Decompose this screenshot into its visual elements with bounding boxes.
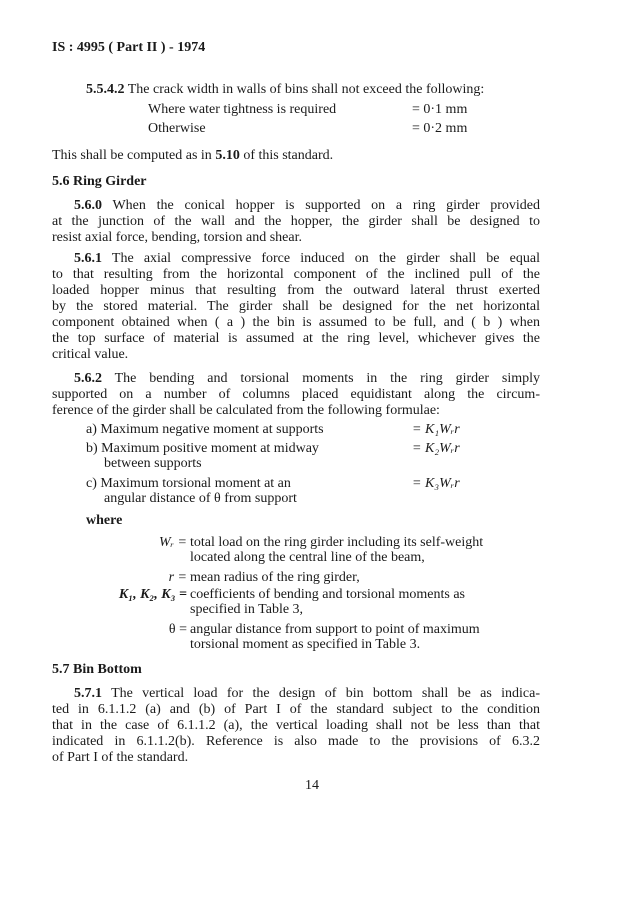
line-text: The bending and torsional moments in the ring girder simply	[114, 371, 540, 386]
paragraph-line: component obtained when ( a ) the bin is assumed to be full, and ( b ) when	[52, 315, 540, 330]
crack-limit-value-1: = 0·1 mm	[412, 102, 468, 117]
formula-b-label: b) Maximum positive moment at midway	[86, 441, 319, 456]
paragraph-line	[52, 686, 540, 702]
formula-a-value: = K₁Wᵣr	[412, 422, 460, 437]
paragraph-line: at the junction of the wall and the hopper, the girder shall be designed to	[52, 214, 540, 229]
clause-5-5-4-2	[86, 82, 484, 98]
definition-symbol-wr: Wᵣ =	[158, 535, 187, 550]
line-text: When the conical hopper is supported on a ring girder provided	[112, 198, 540, 213]
paragraph-line: by the stored material. The girder shall be designed for the net horizontal	[52, 299, 540, 314]
definition-wr-line2: located along the central line of the beam,	[190, 550, 425, 565]
paragraph-line: indicated in 6.1.1.2(b). Reference is also made to the provisions of 6.3.2	[52, 734, 540, 749]
section-heading-ring-girder: 5.6 Ring Girder	[52, 174, 147, 189]
formula-a-label: a) Maximum negative moment at supports	[86, 422, 324, 437]
definition-symbol-r: r =	[168, 570, 187, 585]
definition-theta-line2: torsional moment as specified in Table 3.	[190, 637, 421, 652]
definition-r-line1: mean radius of the ring girder,	[190, 570, 360, 585]
formula-b-value: = K₂Wᵣr	[412, 441, 460, 456]
clause-number: 5.6.2	[74, 371, 102, 386]
paragraph-line: loaded hopper minus that resulting from the outward lateral thrust exerted	[52, 283, 540, 298]
paragraph-line: ference of the girder shall be calculated from the following formulae:	[52, 403, 440, 418]
clause-number: 5.6.1	[74, 251, 102, 266]
crack-limit-value-2: = 0·2 mm	[412, 121, 468, 136]
clause-text: The crack width in walls of bins shall not exceed the following:	[127, 82, 485, 97]
clause-number: 5.5.4.2	[86, 82, 125, 97]
clause-5-6-2	[52, 371, 540, 419]
paragraph-line: resist axial force, bending, torsion and shear.	[52, 230, 302, 245]
page-number: 14	[305, 778, 319, 793]
definition-wr-line1: total load on the ring girder including its self-weight	[190, 535, 484, 550]
paragraph-line: to that resulting from the horizontal component of the inclined pull of the	[52, 267, 540, 282]
line-text: The vertical load for the design of bin bottom shall be as indica-	[111, 686, 540, 701]
clause-5-7-1	[52, 686, 540, 766]
paragraph-line: of Part I of the standard.	[52, 750, 189, 765]
formula-c-value: = K₃Wᵣr	[412, 476, 460, 491]
paragraph-line	[52, 371, 540, 387]
clause-5-6-0	[52, 198, 540, 246]
note-text-post: of this standard.	[239, 148, 334, 163]
definition-symbol-theta: θ =	[168, 622, 187, 637]
definition-symbol-k: K₁, K₂, K₃ =	[118, 587, 187, 602]
paragraph-line	[52, 251, 540, 267]
where-label: where	[86, 513, 123, 528]
definition-k-line1: coefficients of bending and torsional moments as	[190, 587, 466, 602]
note-reference: 5.10	[215, 148, 240, 163]
paragraph-line: that in the case of 6.1.1.2 (a), the vertical loading shall not be less than that	[52, 718, 540, 733]
paragraph-line: supported on a number of columns placed equidistant along the circum-	[52, 387, 540, 402]
formula-c-label: c) Maximum torsional moment at an	[86, 476, 291, 491]
definition-theta-line1: angular distance from support to point of maximum	[190, 622, 480, 637]
crack-limit-label-2: Otherwise	[148, 121, 206, 136]
clause-number: 5.6.0	[74, 198, 102, 213]
section-heading-bin-bottom: 5.7 Bin Bottom	[52, 662, 142, 677]
clause-number: 5.7.1	[74, 686, 102, 701]
computation-note	[52, 148, 333, 164]
paragraph-line: critical value.	[52, 347, 129, 362]
paragraph-line: ted in 6.1.1.2 (a) and (b) of Part I of the standard subject to the condition	[52, 702, 540, 717]
crack-limit-label-1: Where water tightness is required	[148, 102, 337, 117]
formula-c-continuation: angular distance of θ from support	[104, 491, 297, 506]
definition-k-line2: specified in Table 3,	[190, 602, 304, 617]
paragraph-line	[52, 198, 540, 214]
formula-b-continuation: between supports	[104, 456, 202, 471]
clause-5-6-1	[52, 251, 540, 363]
document-header: IS : 4995 ( Part II ) - 1974	[52, 40, 206, 55]
line-text: The axial compressive force induced on the girder shall be equal	[111, 251, 540, 266]
note-text-pre: This shall be computed as in	[52, 148, 216, 163]
paragraph-line: the top surface of material is assumed at the ring level, whichever gives the	[52, 331, 540, 346]
